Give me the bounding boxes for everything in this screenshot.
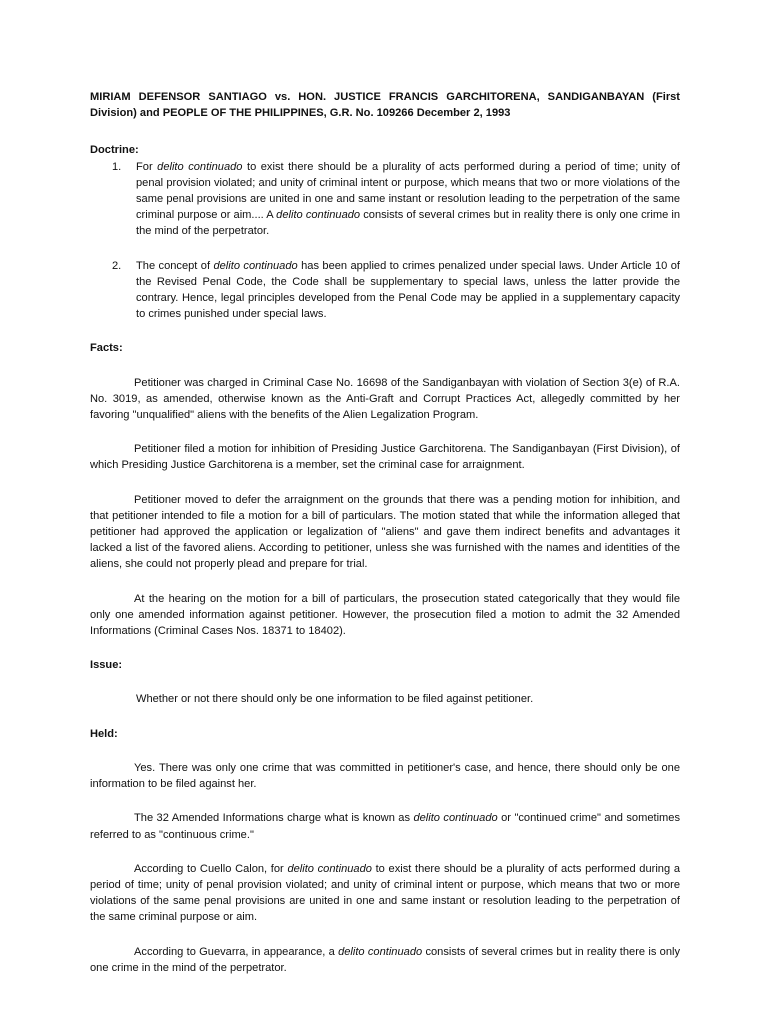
held-italic-term: delito continuado — [338, 945, 423, 958]
held-text: The 32 Amended Informations charge what is known as — [134, 812, 414, 825]
doctrine-item-number: 2. — [112, 259, 122, 272]
doctrine-list — [90, 159, 680, 323]
held-paragraph: Yes. There was only one crime that was committed in petitioner's case, and hence, there should only be one information to be filed against her. — [90, 761, 680, 791]
doctrine-text: has been applied to crimes penalized under special laws. Under Article 10 of the Revised Penal Code, the Code shall be supplementary to special laws, unless the latter provide the contrary. Hence, legal principles developed from the Penal Code may be applied in a supplementary capacity to crimes punished under special laws. — [136, 259, 680, 321]
facts-paragraph: At the hearing on the motion for a bill of particulars, the prosecution stated categorically that they would file only one amended information against petitioner. However, the prosecution filed a motion to admit the 32 Amended Informations (Criminal Cases Nos. 18371 to 18402). — [90, 592, 680, 638]
facts-paragraph: Petitioner was charged in Criminal Case No. 16698 of the Sandiganbayan with violation of Section 3(e) of R.A. No. 3019, as amended, otherwise known as the Anti-Graft and Corrupt Practices Act, allegedly committed by her favoring "unqualified" aliens with the benefits of the Alien Legalization Program. — [90, 376, 680, 422]
doctrine-item-1 — [90, 159, 680, 240]
held-text: According to Guevarra, in appearance, a — [134, 945, 339, 958]
document-page — [90, 89, 680, 976]
facts-section — [90, 375, 680, 640]
doctrine-text: consists of several crimes but in reality there is only one crime in the mind of the perpetrator. — [136, 209, 681, 238]
held-italic-term: delito continuado — [413, 812, 498, 825]
doctrine-italic-term: delito continuado — [276, 209, 361, 222]
issue-heading: Issue: — [90, 659, 123, 672]
held-text: According to Cuello Calon, for — [134, 862, 288, 875]
doctrine-text: For — [136, 160, 158, 173]
doctrine-heading: Doctrine: — [90, 144, 139, 157]
held-heading: Held: — [90, 727, 118, 740]
held-section — [90, 760, 680, 976]
doctrine-item-number: 1. — [112, 160, 122, 173]
issue-text: Whether or not there should only be one information to be filed against petitioner. — [136, 693, 534, 706]
held-text: consists of several crimes but in reality there is only one crime in the mind of the perpetrator. — [90, 945, 681, 974]
facts-paragraph: Petitioner filed a motion for inhibition of Presiding Justice Garchitorena. The Sandiganbayan (First Division), of which Presiding Justice Garchitorena is a member, set the criminal case for arraignment. — [90, 443, 680, 472]
doctrine-text: to exist there should be a plurality of acts performed during a period of time; unity of penal provision violated; and unity of criminal intent or purpose, which means that two or more violations of the same penal provisions are united in one and same instant or resolution leading to the perpetration of the same criminal purpose or aim.... A — [136, 160, 680, 222]
held-text: or "continued crime" and sometimes referred to as "continuous crime." — [90, 812, 680, 841]
doctrine-item-2 — [90, 258, 680, 323]
doctrine-text: The concept of — [136, 259, 214, 272]
doctrine-italic-term: delito continuado — [213, 259, 298, 272]
facts-paragraph: Petitioner moved to defer the arraignment on the grounds that there was a pending motion for inhibition, and that petitioner intended to file a motion for a bill of particulars. The motion stated that while the information alleged that petitioner had approved the application or legalization of "aliens" and gave them indirect benefits and advantages it lacked a list of the favored aliens. According to petitioner, unless she was furnished with the names and identities of the aliens, she could not properly plead and prepare for trial. — [90, 493, 680, 571]
doctrine-italic-term: delito continuado — [157, 160, 243, 173]
held-paragraph — [90, 944, 680, 976]
held-text: to exist there should be a plurality of acts performed during a period of time; unity of penal provision violated; and unity of criminal intent or purpose, which means that two or more violations of the same penal provisions are united in one and same instant or resolution leading to the perpetration of the same criminal purpose or aim. — [90, 862, 680, 924]
facts-heading: Facts: — [90, 342, 123, 355]
held-paragraph — [90, 861, 680, 926]
case-title: MIRIAM DEFENSOR SANTIAGO vs. HON. JUSTICE FRANCIS GARCHITORENA, SANDIGANBAYAN (First Division) and PEOPLE OF THE PHILIPPINES, G.R. No. 109266 December 2, 1993 — [90, 91, 680, 120]
held-paragraph — [90, 810, 680, 842]
held-italic-term: delito continuado — [287, 862, 372, 875]
